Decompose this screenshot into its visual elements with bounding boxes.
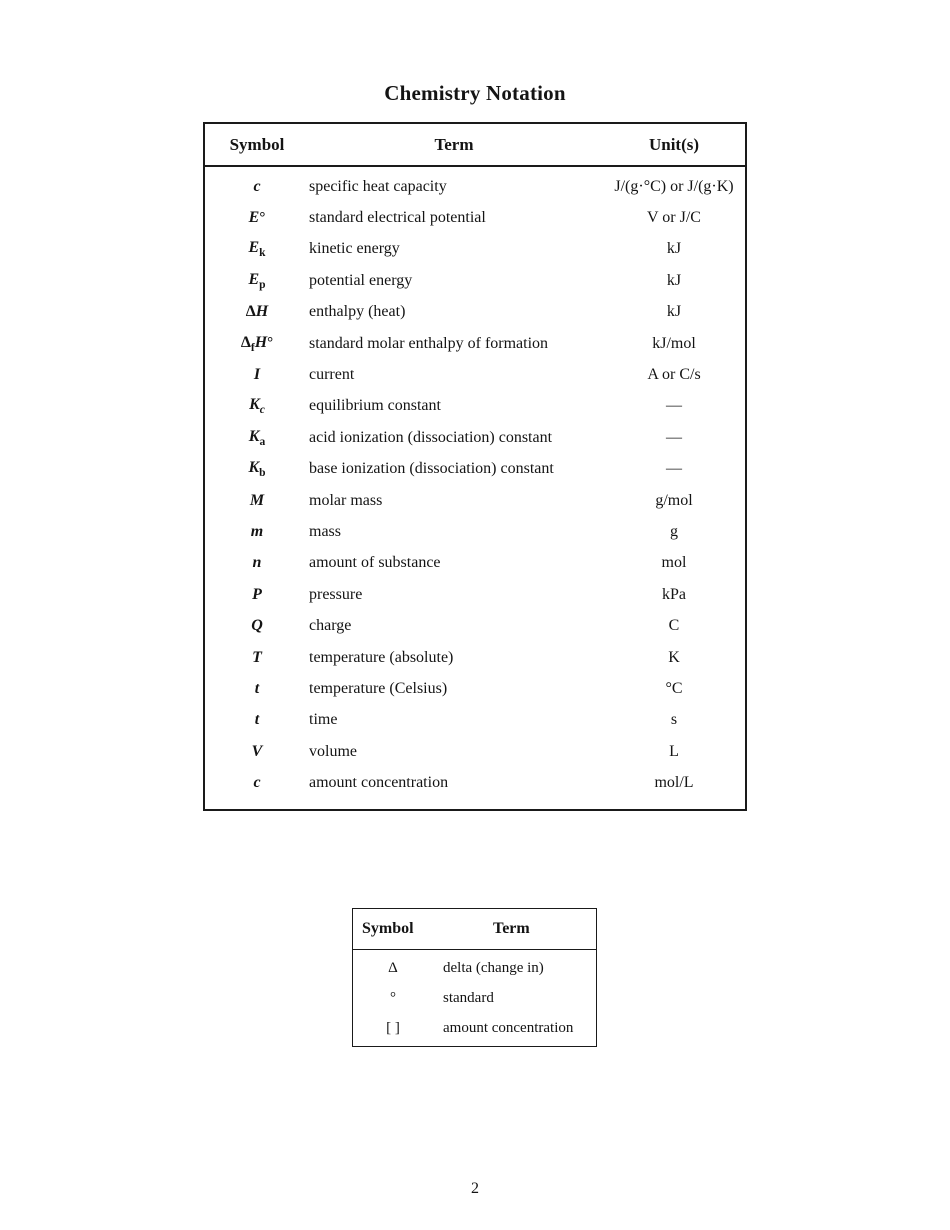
table-row xyxy=(205,736,745,767)
unit-cell: C xyxy=(668,617,680,635)
unit-cell: kPa xyxy=(662,585,686,603)
table-row xyxy=(205,171,745,202)
term-cell: pressure xyxy=(309,585,363,603)
notation-table-rows xyxy=(205,167,745,809)
term-cell: standard electrical potential xyxy=(309,209,486,227)
symbol-superscript: ° xyxy=(267,334,274,351)
symbol-cell xyxy=(205,428,309,448)
table-row xyxy=(205,579,745,610)
term-cell: amount concentration xyxy=(443,1019,574,1036)
table-row xyxy=(205,705,745,736)
term-cell: equilibrium constant xyxy=(309,397,441,415)
page-title: Chemistry Notation xyxy=(384,81,566,105)
symbol-table-rows xyxy=(353,950,596,1046)
symbol-cell xyxy=(205,178,309,196)
symbol-main: E xyxy=(248,239,260,257)
table-row xyxy=(205,422,745,453)
term-cell: acid ionization (dissociation) constant xyxy=(309,428,553,446)
header-units: Unit(s) xyxy=(648,134,700,154)
symbol-cell xyxy=(205,711,309,729)
term-cell: amount of substance xyxy=(309,554,441,572)
symbol-table xyxy=(352,908,597,1047)
unit-cell: — xyxy=(666,397,682,415)
unit-cell: kJ/mol xyxy=(652,334,696,352)
symbol-main: E xyxy=(248,209,260,227)
symbol-main: T xyxy=(252,648,262,666)
table-row xyxy=(205,548,745,579)
symbol-subscript: b xyxy=(259,467,266,480)
delta-subscript: f xyxy=(250,341,255,354)
symbol-cell: ° xyxy=(390,989,396,1006)
table-row xyxy=(205,202,745,233)
symbol-cell xyxy=(205,334,309,354)
term-cell: enthalpy (heat) xyxy=(309,303,406,321)
symbol-cell xyxy=(205,743,309,761)
term-cell: mass xyxy=(309,522,341,540)
symbol-cell xyxy=(205,239,309,259)
symbol-subscript: c xyxy=(259,404,265,417)
term-cell: time xyxy=(309,711,338,729)
term-cell: volume xyxy=(309,742,357,760)
symbol-main: t xyxy=(254,679,260,697)
table-row xyxy=(205,234,745,265)
symbol-cell xyxy=(205,649,309,667)
term-cell: current xyxy=(309,366,355,384)
term-cell: standard molar enthalpy of formation xyxy=(309,334,549,352)
unit-cell: kJ xyxy=(666,303,682,321)
page-number: 2 xyxy=(471,1180,479,1197)
term-cell: kinetic energy xyxy=(309,240,400,258)
term-cell: delta (change in) xyxy=(443,959,544,976)
symbol-main: H xyxy=(254,333,268,351)
symbol-cell xyxy=(205,366,309,384)
unit-cell: J/(g·°C) or J/(g·K) xyxy=(614,177,734,195)
table-row xyxy=(205,454,745,485)
header-term: Term xyxy=(493,920,530,937)
symbol-cell xyxy=(205,209,309,227)
symbol-main: K xyxy=(249,396,260,414)
symbol-main: c xyxy=(253,177,261,195)
term-cell: temperature (absolute) xyxy=(309,648,454,666)
table-row xyxy=(205,359,745,390)
delta-symbol: Δ xyxy=(245,303,256,321)
unit-cell: L xyxy=(669,742,679,760)
symbol-main: t xyxy=(254,711,260,729)
symbol-cell xyxy=(205,271,309,291)
symbol-subscript: p xyxy=(259,278,266,291)
symbol-main: E xyxy=(248,270,260,288)
table-row xyxy=(205,391,745,422)
table-row xyxy=(205,265,745,296)
symbol-cell xyxy=(205,680,309,698)
symbol-main: M xyxy=(249,491,265,509)
symbol-cell xyxy=(205,303,309,321)
term-cell: molar mass xyxy=(309,491,383,509)
unit-cell: V or J/C xyxy=(647,209,701,227)
symbol-subscript: a xyxy=(259,435,266,448)
unit-cell: — xyxy=(666,428,682,446)
symbol-cell: [ ] xyxy=(386,1019,400,1036)
header-symbol: Symbol xyxy=(362,920,414,937)
symbol-main: Q xyxy=(251,617,263,635)
symbol-cell xyxy=(205,617,309,635)
term-cell: base ionization (dissociation) constant xyxy=(309,460,554,478)
term-cell: amount concentration xyxy=(309,774,449,792)
term-cell: charge xyxy=(309,617,352,635)
unit-cell: kJ xyxy=(666,240,682,258)
symbol-subscript: k xyxy=(259,247,266,260)
symbol-cell: Δ xyxy=(388,959,398,976)
table-row xyxy=(205,673,745,704)
table-row xyxy=(353,1013,596,1043)
unit-cell: °C xyxy=(665,679,683,697)
symbol-table-header xyxy=(353,909,596,950)
symbol-cell xyxy=(205,459,309,479)
table-row xyxy=(205,642,745,673)
table-row xyxy=(205,485,745,516)
unit-cell: mol xyxy=(661,554,687,572)
symbol-main: K xyxy=(248,427,260,445)
delta-symbol: Δ xyxy=(240,333,251,351)
header-term: Term xyxy=(434,134,474,154)
notation-table-header xyxy=(205,124,745,167)
unit-cell: kJ xyxy=(666,271,682,289)
symbol-cell xyxy=(205,396,309,416)
unit-cell: g/mol xyxy=(655,491,693,509)
unit-cell: mol/L xyxy=(654,774,694,792)
table-row xyxy=(353,983,596,1013)
symbol-superscript: ° xyxy=(259,210,266,227)
symbol-cell xyxy=(205,586,309,604)
table-row xyxy=(205,610,745,641)
symbol-cell xyxy=(205,554,309,572)
header-symbol: Symbol xyxy=(229,134,285,154)
symbol-main: I xyxy=(253,366,261,384)
symbol-main: P xyxy=(252,585,262,603)
symbol-main: n xyxy=(252,554,262,572)
term-cell: specific heat capacity xyxy=(309,177,447,195)
unit-cell: g xyxy=(670,522,678,540)
symbol-main: c xyxy=(253,774,261,792)
term-cell: potential energy xyxy=(309,271,413,289)
unit-cell: K xyxy=(668,648,680,666)
table-row xyxy=(353,953,596,983)
unit-cell: — xyxy=(666,460,682,478)
table-row xyxy=(205,767,745,798)
symbol-cell xyxy=(205,523,309,541)
symbol-main: m xyxy=(250,522,264,540)
symbol-main: K xyxy=(248,459,260,477)
symbol-main: H xyxy=(255,303,269,321)
symbol-main: V xyxy=(251,742,263,760)
table-row xyxy=(205,328,745,359)
term-cell: standard xyxy=(443,989,494,1006)
term-cell: temperature (Celsius) xyxy=(309,679,448,697)
unit-cell: A or C/s xyxy=(647,366,701,384)
notation-table xyxy=(203,122,747,811)
unit-cell: s xyxy=(670,711,678,729)
table-row xyxy=(205,516,745,547)
table-row xyxy=(205,297,745,328)
symbol-cell xyxy=(205,492,309,510)
symbol-cell xyxy=(205,774,309,792)
